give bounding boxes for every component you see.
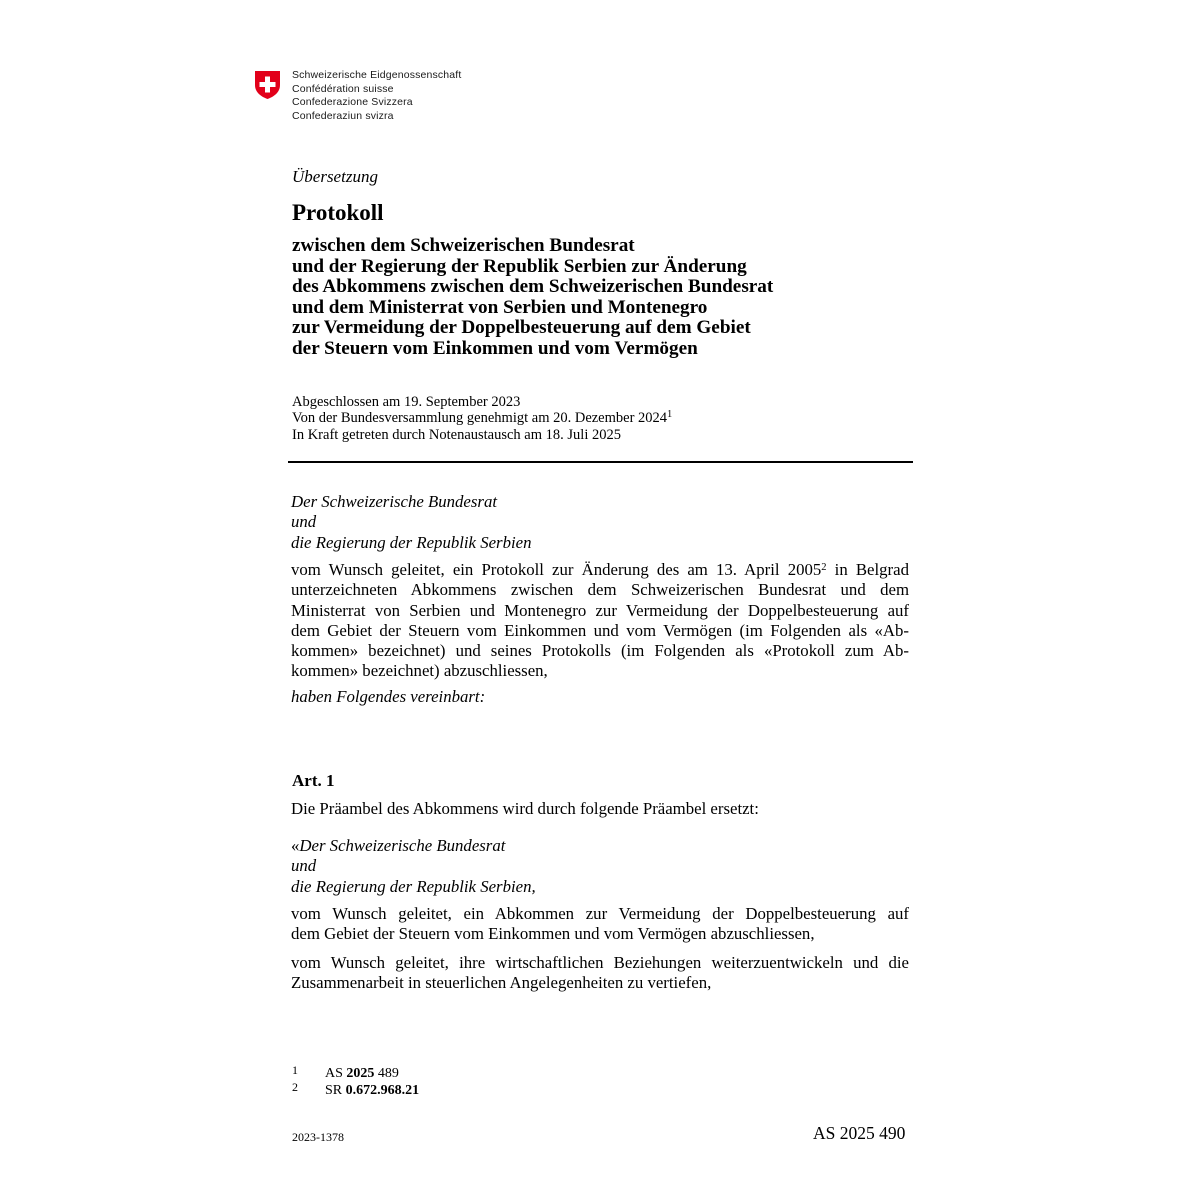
party-line: Der Schweizerische Bundesrat [291, 492, 497, 511]
article-heading: Art. 1 [292, 771, 335, 790]
footnote-ref-1[interactable]: 1 [667, 409, 673, 421]
preamble-text [291, 560, 909, 682]
separator-rule [288, 461, 913, 463]
subtitle-line: des Abkommens zwischen dem Schweizerischen Bundesrat [292, 276, 774, 297]
article-intro: Die Präambel des Abkommens wird durch folgende Präambel ersetzt: [291, 799, 759, 818]
swiss-cross-icon [254, 70, 281, 100]
preamble-parties [291, 492, 531, 553]
subtitle-line: zur Vermeidung der Doppelbesteuerung auf dem Gebiet [292, 317, 751, 338]
federal-header [292, 69, 461, 124]
preamble-line: Ministerrat von Serbien und Montenegro zur Vermeidung der Doppelbesteuerung auf [291, 600, 909, 620]
subtitle-line: zwischen dem Schweizerischen Bundesrat [292, 235, 635, 256]
para-line: vom Wunsch geleitet, ihre wirtschaftlichen Beziehungen weiterzuentwickeln und die [291, 953, 909, 972]
preamble-line [291, 560, 909, 580]
quoted-parties [291, 836, 536, 897]
header-line-fr: Confédération suisse [292, 82, 394, 95]
preamble-line: unterzeichneten Abkommens zwischen dem Schweizerischen Bundesrat und dem [291, 580, 909, 600]
party-line: die Regierung der Republik Serbien [291, 532, 532, 552]
footnote-prefix: AS [325, 1066, 347, 1081]
page-reference: AS 2025 490 [813, 1123, 906, 1143]
footnote-number: 1 [292, 1063, 298, 1077]
party-line [291, 836, 536, 856]
quote-open: « [291, 836, 300, 855]
footnote-suffix: 489 [374, 1066, 399, 1081]
subtitle-line: der Steuern vom Einkommen und vom Vermögen [292, 337, 698, 359]
para-line: Zusammenarbeit in steuerlichen Angelegenheiten zu vertiefen, [291, 973, 712, 993]
preamble-text-part: vom Wunsch geleitet, ein Protokoll zur Änderung des am 13. April 2005 [291, 560, 822, 579]
subtitle-line: und der Regierung der Republik Serbien zur Änderung [292, 255, 747, 277]
party-line: und [291, 512, 317, 532]
preamble-text-part: in Belgrad [826, 560, 909, 579]
translation-label: Übersetzung [292, 167, 378, 186]
header-line-de: Schweizerische Eidgenossenschaft [292, 69, 462, 81]
article-para-2 [291, 953, 909, 994]
preamble-line: kommen» bezeichnet) abzuschliessen, [291, 661, 548, 681]
footnote-bold: 0.672.968.21 [345, 1083, 420, 1098]
para-line: vom Wunsch geleitet, ein Abkommen zur Vermeidung der Doppelbesteuerung auf [291, 904, 909, 923]
footnote-ref-2[interactable]: 2 [821, 562, 827, 573]
party-line: die Regierung der Republik Serbien, [291, 876, 536, 896]
party-line: und [291, 856, 317, 876]
document-number: 2023-1378 [292, 1130, 344, 1144]
preamble-line: dem Gebiet der Steuern vom Einkommen und vom Vermögen (im Folgenden als «Ab- [291, 620, 909, 640]
preamble-line: kommen» bezeichnet) und seines Protokolls (im Folgenden als «Protokoll zum Ab- [291, 641, 909, 661]
article-para-1 [291, 904, 909, 945]
document-title: Protokoll [292, 200, 384, 225]
para-line: dem Gebiet der Steuern vom Einkommen und vom Vermögen abzuschliessen, [291, 924, 815, 944]
document-subtitle [292, 236, 773, 359]
footnote-2 [292, 1079, 419, 1099]
in-force-date: In Kraft getreten durch Notenaustausch am 18. Juli 2025 [292, 426, 621, 443]
footnote-number: 2 [292, 1080, 298, 1094]
footnote-bold: 2025 [346, 1066, 375, 1081]
preamble-closing: haben Folgendes vereinbart: [291, 687, 486, 706]
header-line-it: Confederazione Svizzera [292, 96, 413, 109]
approved-date [292, 410, 672, 426]
approved-text: Von der Bundesversammlung genehmigt am 20. Dezember 2024 [292, 410, 668, 427]
footnote-prefix: SR [325, 1083, 346, 1098]
subtitle-line: und dem Ministerrat von Serbien und Montenegro [292, 296, 708, 318]
document-meta [292, 394, 672, 443]
party-name: Der Schweizerische Bundesrat [299, 836, 506, 855]
header-line-rm: Confederaziun svizra [292, 110, 394, 123]
concluded-date: Abgeschlossen am 19. September 2023 [292, 394, 521, 410]
